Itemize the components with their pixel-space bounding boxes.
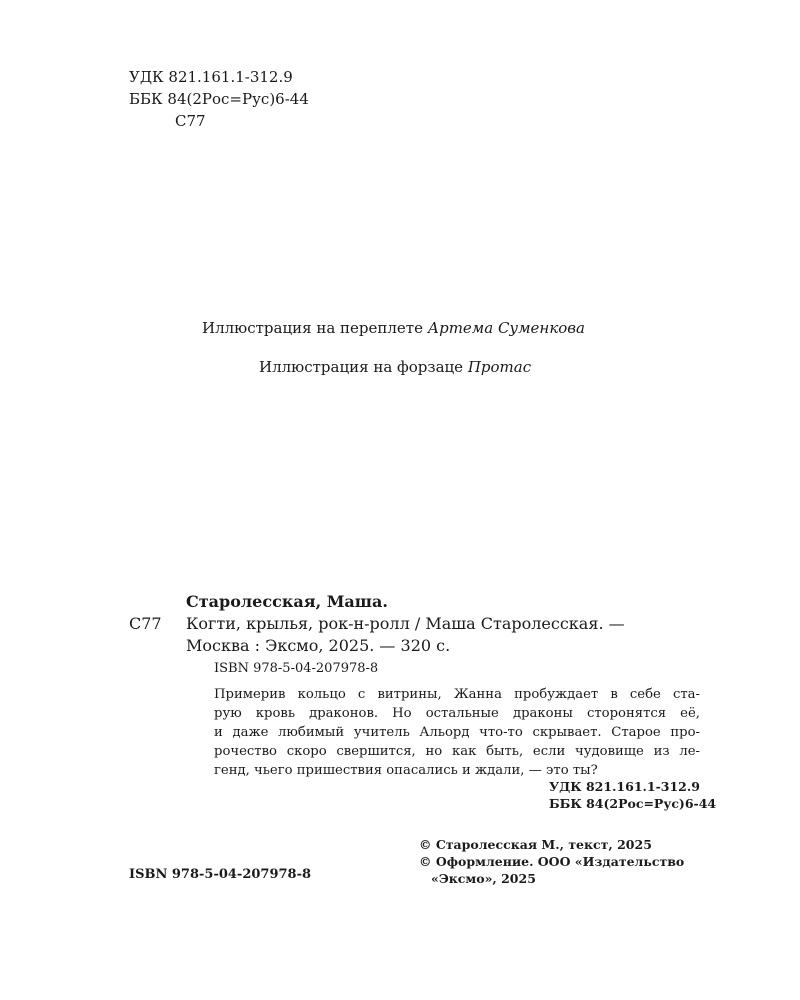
bottom-isbn: ISBN 978-5-04-207978-8: [129, 867, 312, 882]
annotation-line: генд, чьего пришествия опасались и ждали, — это ты?: [214, 763, 598, 778]
annotation-line: и даже любимый учитель Альорд что-то скрывает. Старое про-: [214, 725, 700, 740]
bbk-code: ББК 84(2Рос=Рус)6-44: [129, 90, 309, 108]
cover-credit-prefix: Иллюстрация на переплете: [202, 319, 428, 337]
copyright-design-cont: «Эксмо», 2025: [431, 871, 536, 886]
endpaper-credit-prefix: Иллюстрация на форзаце: [259, 358, 468, 376]
entry-bbk-code: ББК 84(2Рос=Рус)6-44: [549, 796, 717, 811]
catalog-isbn: ISBN 978-5-04-207978-8: [214, 661, 379, 676]
endpaper-illustration-credit: [259, 357, 531, 377]
cover-illustration-credit: [202, 318, 585, 338]
annotation: [214, 685, 700, 780]
endpaper-artist-name: Протас: [467, 358, 532, 376]
cover-artist-name: Артема Суменкова: [427, 319, 585, 337]
catalog-author: Старолесская, Маша.: [186, 592, 388, 611]
catalog-author-sign: С77: [129, 614, 162, 633]
catalog-title-line-2: Москва : Эксмо, 2025. — 320 с.: [186, 636, 451, 655]
entry-udk-code: УДК 821.161.1-312.9: [549, 779, 700, 794]
annotation-line: рочество скоро свершится, но как быть, если чудовище из ле-: [214, 744, 700, 759]
annotation-line: рую кровь драконов. Но остальные драконы сторонятся её,: [214, 706, 700, 721]
annotation-line: Примерив кольцо с витрины, Жанна пробуждает в себе ста-: [214, 687, 700, 702]
catalog-title-line-1: Когти, крылья, рок-н-ролл / Маша Старолесская. —: [186, 614, 625, 633]
copyright-text: © Старолесская М., текст, 2025: [419, 837, 652, 852]
copyright-design: © Оформление. ООО «Издательство: [419, 854, 685, 869]
udk-code: УДК 821.161.1-312.9: [129, 68, 293, 86]
author-sign: С77: [175, 112, 206, 130]
